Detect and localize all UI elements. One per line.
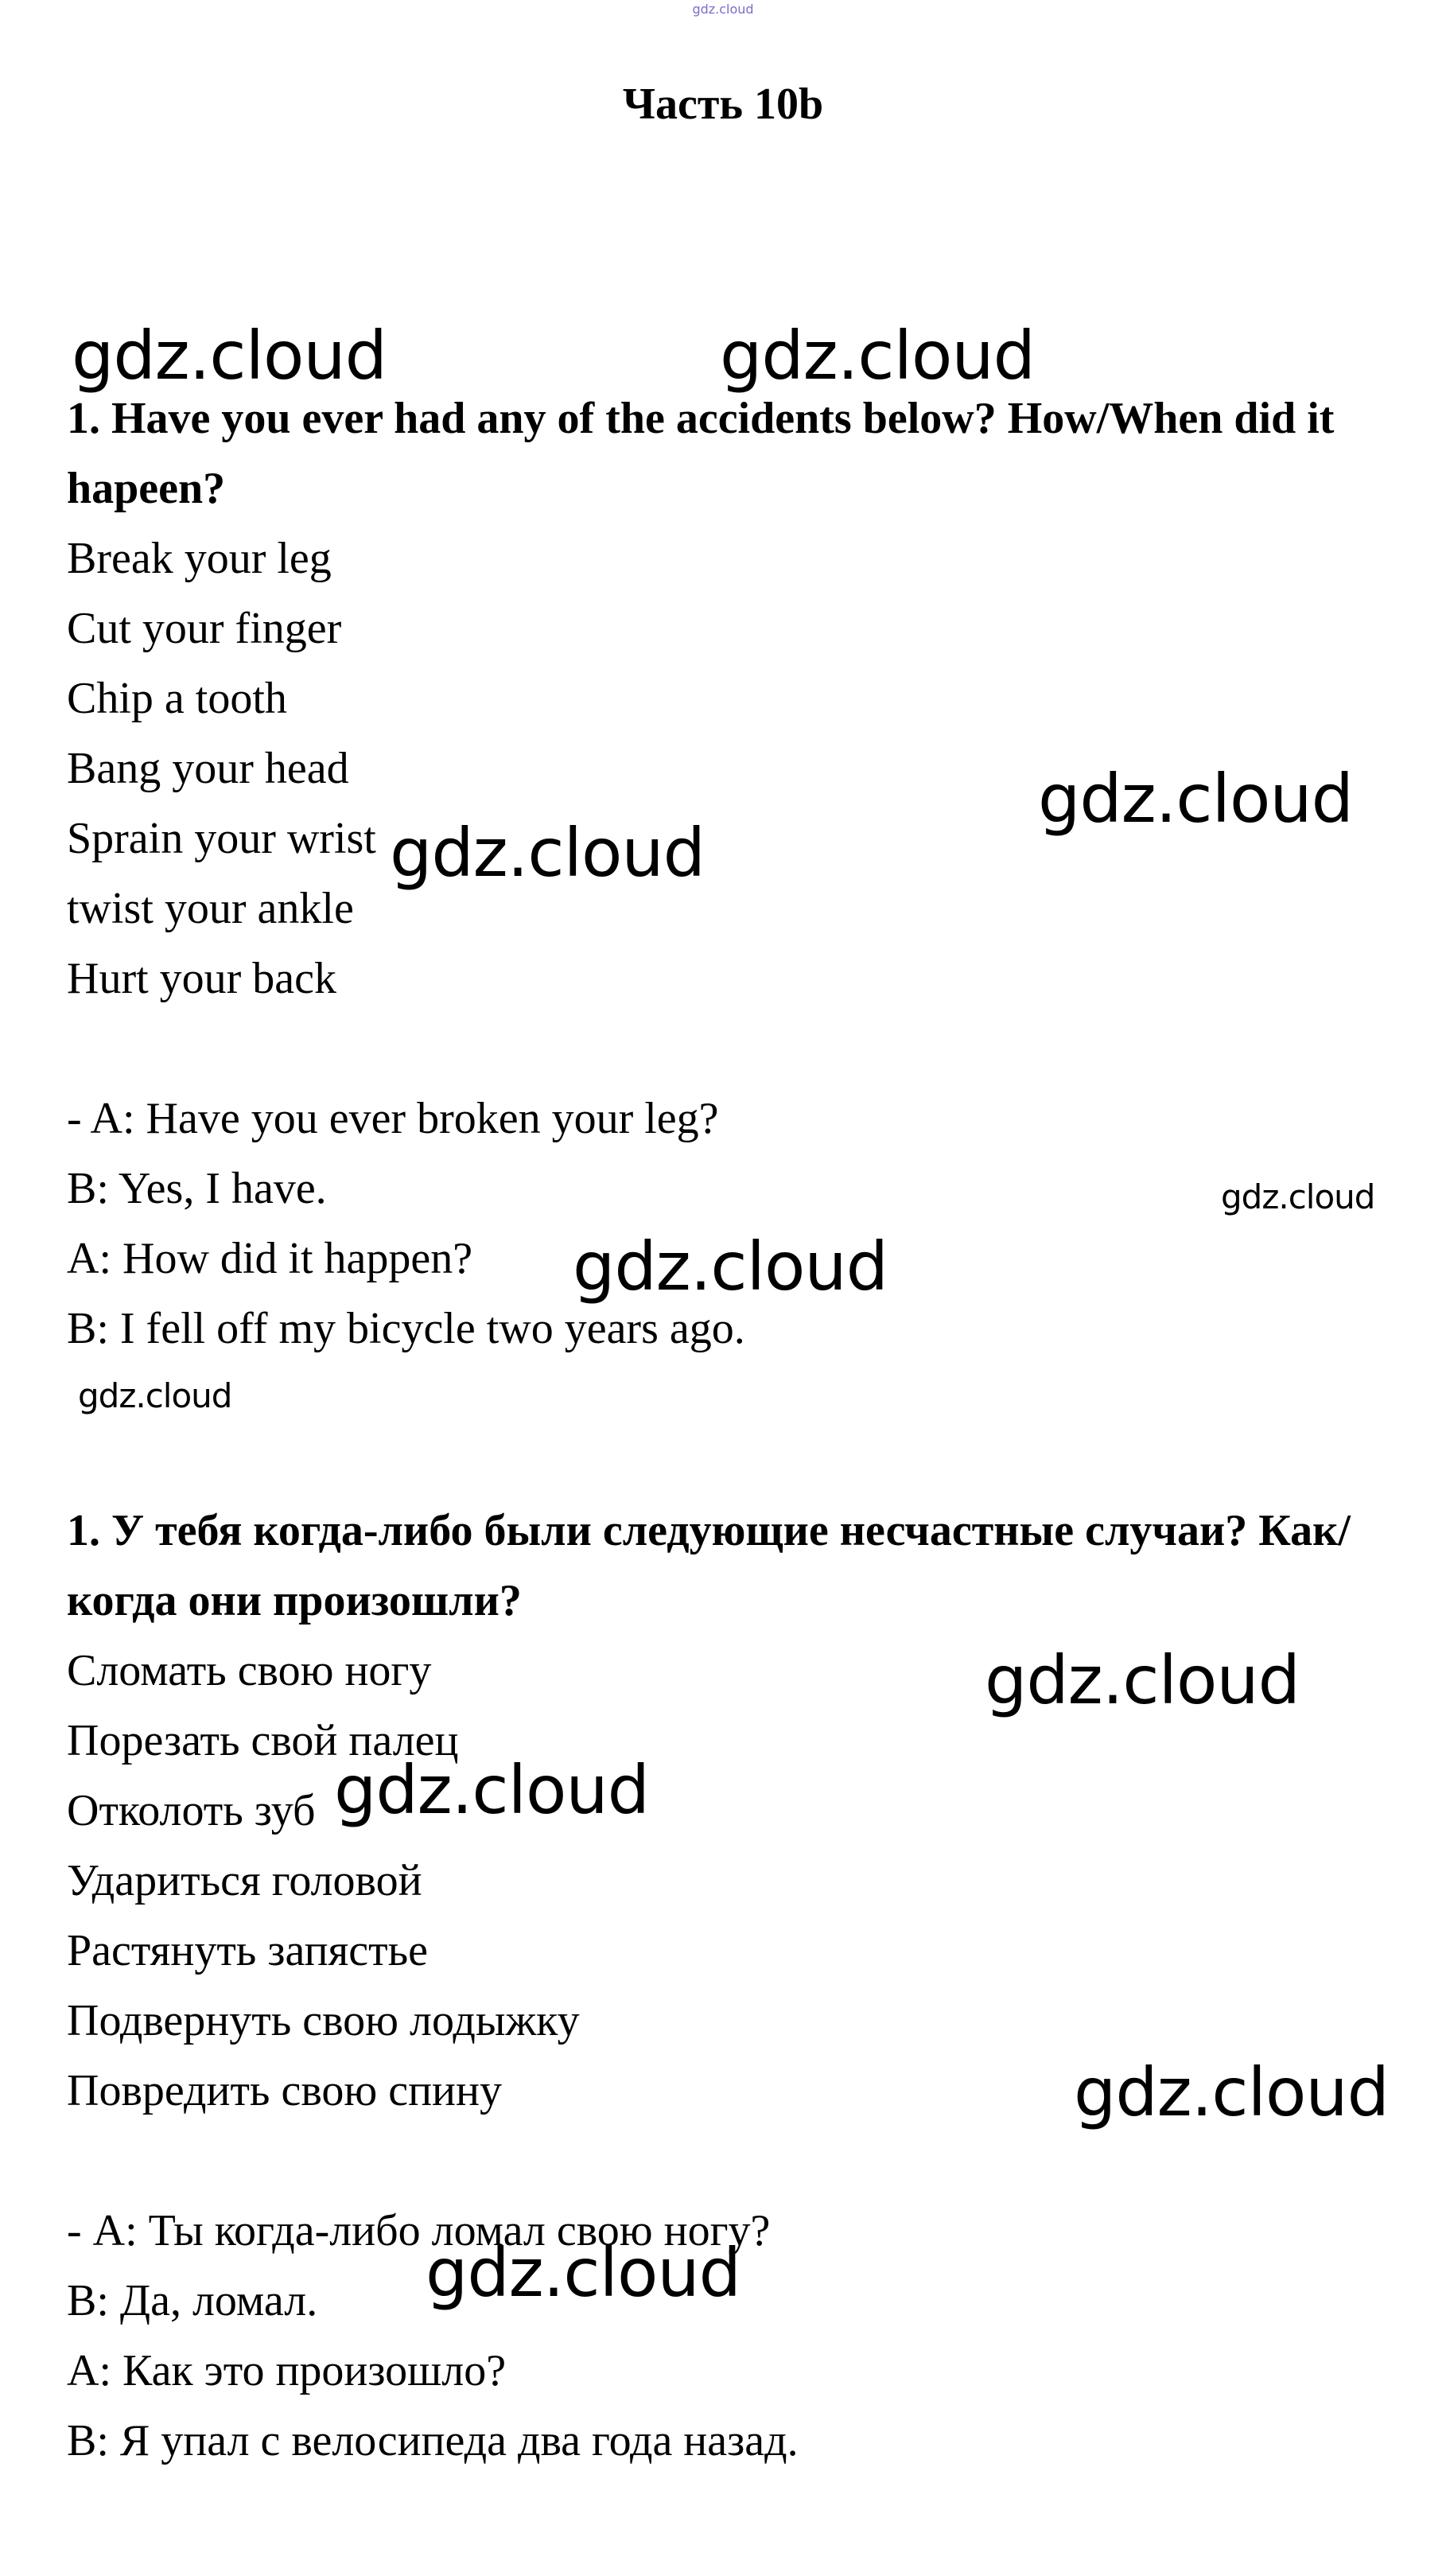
english-dialogue-line: B: Yes, I have.: [67, 1164, 327, 1213]
watermark: gdz.cloud: [72, 317, 387, 395]
watermark: gdz.cloud: [390, 814, 705, 892]
english-dialogue-line: - A: Have you ever broken your leg?: [67, 1094, 719, 1143]
english-exercise-heading: 1. Have you ever had any of the accidents below? How/When did it hapeen?: [67, 394, 1335, 513]
russian-item: Отколоть зуб: [67, 1786, 316, 1835]
russian-exercise-heading: 1. У тебя когда-либо были следующие несчастные случаи? Как/когда они произошли?: [67, 1506, 1351, 1625]
russian-item: Сломать свою ногу: [67, 1646, 432, 1695]
watermark: gdz.cloud: [78, 1376, 232, 1415]
russian-dialogue-line: - А: Ты когда-либо ломал свою ногу?: [67, 2206, 771, 2255]
watermark: gdz.cloud: [1038, 760, 1353, 838]
english-item: Sprain your wrist: [67, 814, 376, 863]
english-item: Cut your finger: [67, 604, 342, 653]
russian-dialogue-line: В: Да, ломал.: [67, 2276, 318, 2325]
english-item: twist your ankle: [67, 884, 354, 933]
russian-item: Порезать свой палец: [67, 1716, 459, 1765]
watermark: gdz.cloud: [1221, 1177, 1375, 1216]
english-item: Hurt your back: [67, 954, 337, 1003]
watermark: gdz.cloud: [573, 1228, 888, 1306]
english-dialogue-line: A: How did it happen?: [67, 1234, 473, 1283]
russian-dialogue-line: А: Как это произошло?: [67, 2346, 507, 2395]
page-title: Часть 10b: [622, 80, 824, 129]
watermark: gdz.cloud: [1074, 2053, 1389, 2131]
russian-item: Повредить свою спину: [67, 2066, 502, 2115]
english-item: Break your leg: [67, 534, 332, 583]
russian-item: Удариться головой: [67, 1856, 422, 1905]
english-item: Bang your head: [67, 744, 349, 793]
watermark: gdz.cloud: [334, 1751, 649, 1829]
watermark: gdz.cloud: [985, 1641, 1300, 1719]
top-watermark: gdz.cloud: [692, 2, 754, 17]
english-dialogue-line: B: I fell off my bicycle two years ago.: [67, 1304, 745, 1353]
russian-item: Подвернуть свою лодыжку: [67, 1996, 580, 2045]
watermark: gdz.cloud: [720, 317, 1035, 395]
watermark: gdz.cloud: [426, 2234, 740, 2312]
russian-dialogue-line: В: Я упал с велосипеда два года назад.: [67, 2416, 799, 2465]
russian-item: Растянуть запястье: [67, 1926, 429, 1975]
english-item: Chip a tooth: [67, 674, 287, 723]
